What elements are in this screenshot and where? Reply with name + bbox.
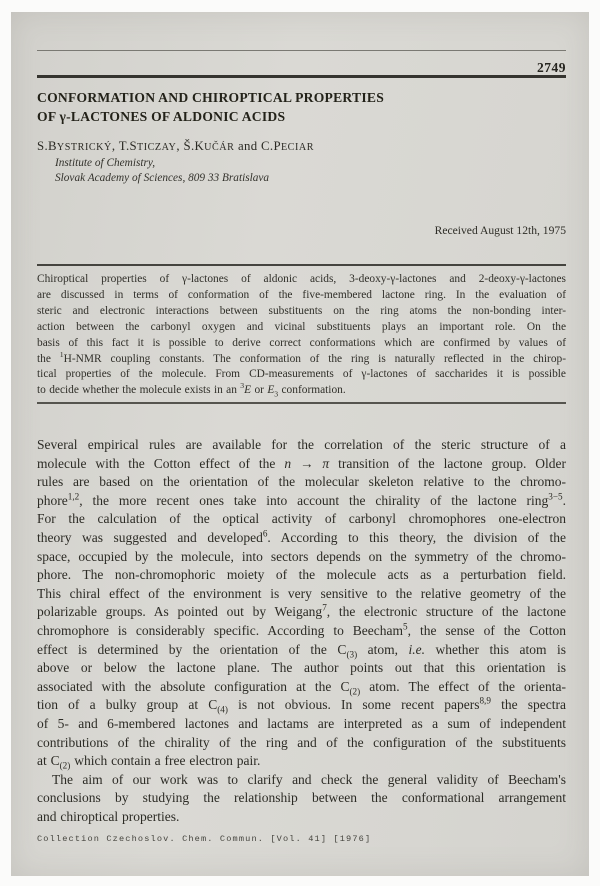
paper-sheet — [11, 12, 589, 876]
text-line: are discussed in terms of conformation of the five-membered lactone ring. In the evaluation of — [37, 288, 566, 301]
text-line: The aim of our work was to clarify and check the general validity of Beecham's — [52, 771, 566, 787]
text-line: This chiral effect of the environment is very sensitive to the relative geometry of the — [37, 585, 566, 601]
body-paragraph-1 — [37, 436, 566, 771]
text-line: For the calculation of the optical activity of carbonyl chromophores one-electron — [37, 511, 566, 527]
text-line: polarizable groups. As pointed out by Weigang$^7$, the electronic structure of the lactone — [37, 602, 566, 620]
article-title-line2: OF γ-LACTONES OF ALDONIC ACIDS — [37, 109, 286, 124]
text-line: of 5- and 6-membered lactones and lactams are interpreted as a sum of independent — [37, 715, 566, 731]
affiliation — [37, 156, 566, 185]
text-line: phore$^{1,2}$, the more recent ones take into account the chirality of the lactone ring$^{3-5}$. — [37, 491, 566, 508]
abstract-text — [37, 272, 566, 399]
affiliation-line1: Institute of Chemistry, — [55, 157, 156, 169]
article-title — [37, 88, 566, 126]
text-line: space, occupied by the molecule, into sectors depends on the symmetry of the chromo- — [37, 548, 566, 564]
abstract-rule-top — [37, 264, 566, 266]
text-line: steric and electronic interactions between substituents on the ring atoms the non-bonding inter- — [37, 304, 566, 317]
text-line: contributions of the chirality of the ring and of the configuration of the substituents — [37, 734, 566, 750]
text-line: to decide whether the molecule exists in an $^3$E or $E_3$ conformation. — [37, 381, 346, 399]
text-line: at $C_{(2)}$ which contain a free electron pair. — [37, 753, 261, 771]
text-line: basis of this fact it is possible to derive correct conformations which are confirmed by values of — [37, 336, 566, 349]
received-date: Received August 12th, 1975 — [434, 224, 566, 237]
text-line: action between the carbonyl oxygen and vicinal substituents plays an important role. On the — [37, 320, 566, 333]
text-line: Several empirical rules are available for the correlation of the steric structure of a — [37, 437, 566, 452]
text-line: rules are based on the orientation of the molecular skeleton relative to the chromo- — [37, 474, 566, 490]
text-line: and chiroptical properties. — [37, 808, 180, 824]
text-line: the $^1$H-NMR coupling constants. The conformation of the ring is naturally reflected in the chirop- — [37, 349, 567, 365]
body-paragraph-2 — [37, 771, 566, 827]
header-top-rule — [37, 50, 566, 51]
text-line: theory was suggested and developed$^6$. According to this theory, the division of the — [37, 528, 567, 545]
text-line: tion of a bulky group at $C_{(4)}$ is not obvious. In some recent papers$^{8,9}$ the spectra — [37, 695, 566, 715]
text-line: effect is determined by the orientation of the $C_{(3)}$ atom, i.e. whether this atom is — [37, 641, 567, 660]
authors-line: S.BYSTRICKÝ, T.STICZAY, Š.KUČÁR and C.PECIAR — [37, 139, 315, 153]
footer-citation: Collection Czechoslov. Chem. Commun. [Vol. 41] [1976] — [37, 834, 372, 844]
text-line: molecule with the Cotton effect of the n → π transition of the lactone group. Older — [37, 455, 566, 471]
text-line: chromophore is considerably specific. According to Beecham$^5$, the sense of the Cotton — [37, 621, 566, 638]
text-line: phore. The non-chromophoric moiety of the molecule acts as a perturbation field. — [37, 567, 566, 583]
text-line: tical properties of the molecule. From CD-measurements of γ-lactones of saccharides it is possible — [37, 368, 566, 381]
body-text — [37, 436, 566, 826]
abstract-rule-bottom — [37, 402, 566, 404]
text-line: associated with the absolute configuration at the $C_{(2)}$ atom. The effect of the orienta- — [37, 678, 566, 697]
header-bottom-rule — [37, 75, 566, 78]
text-line: conclusions by studying the relationship between the conformational arrangement — [37, 790, 566, 806]
article-title-line1: CONFORMATION AND CHIROPTICAL PROPERTIES — [37, 90, 385, 105]
text-line: above or below the lactone plane. The author points out that this orientation is — [37, 660, 566, 676]
text-line: Chiroptical properties of γ-lactones of aldonic acids, 3-deoxy-γ-lactones and 2-deoxy-γ-lactones — [37, 273, 566, 285]
page-number: 2749 — [537, 60, 566, 75]
affiliation-line2: Slovak Academy of Sciences, 809 33 Bratislava — [55, 171, 270, 184]
